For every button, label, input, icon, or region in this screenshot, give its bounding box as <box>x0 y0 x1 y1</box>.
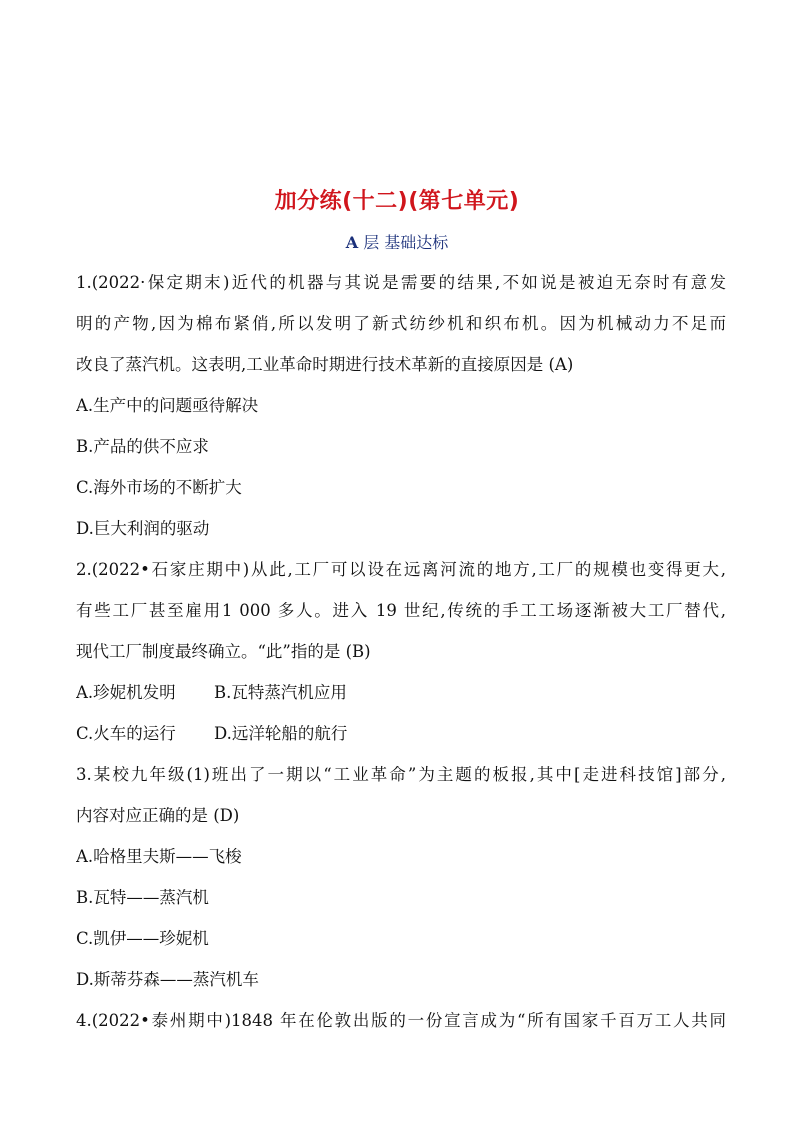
q2-options-row-2 <box>76 713 726 754</box>
q1-option-c: C.海外市场的不断扩大 <box>76 478 242 497</box>
q4-line-1: 4.(2022•泰州期中)1848 年在伦敦出版的一份宣言成为“所有国家千百万工人共同 <box>76 1011 726 1030</box>
q1-option-d: D.巨大利润的驱动 <box>76 519 210 538</box>
question-list <box>76 262 726 1041</box>
q3-option-b: B.瓦特——蒸汽机 <box>76 888 209 907</box>
q2-line-3: 现代工厂制度最终确立。“此”指的是 (B) <box>76 642 371 661</box>
q1-line-3: 改良了蒸汽机。这表明,工业革命时期进行技术革新的直接原因是 (A) <box>76 355 574 374</box>
q2-options-row-1 <box>76 672 726 713</box>
q3-line-2: 内容对应正确的是 (D) <box>76 806 240 825</box>
q3-option-c: C.凯伊——珍妮机 <box>76 929 209 948</box>
level-text: 层 基础达标 <box>363 233 449 252</box>
level-label: A <box>345 233 359 252</box>
q1-option-a: A.生产中的问题亟待解决 <box>76 396 259 415</box>
q2-option-c: C.火车的运行 <box>76 724 176 743</box>
q3-line-1: 3.某校九年级(1)班出了一期以“工业革命”为主题的板报,其中[走进科技馆]部分, <box>76 765 726 784</box>
q2-option-b: B.瓦特蒸汽机应用 <box>214 683 347 702</box>
q3-option-a: A.哈格里夫斯——飞梭 <box>76 847 242 866</box>
q2-line-2: 有些工厂甚至雇用1 000 多人。进入 19 世纪,传统的手工工场逐渐被大工厂替代, <box>76 601 726 620</box>
q1-line-1: 1.(2022·保定期末)近代的机器与其说是需要的结果,不如说是被迫无奈时有意发 <box>76 273 726 292</box>
q2-option-a: A.珍妮机发明 <box>76 683 176 702</box>
section-subtitle <box>0 230 794 253</box>
q2-line-1: 2.(2022•石家庄期中)从此,工厂可以设在远离河流的地方,工厂的规模也变得更大, <box>76 560 726 579</box>
q2-option-d: D.远洋轮船的航行 <box>214 724 348 743</box>
q3-option-d: D.斯蒂芬森——蒸汽机车 <box>76 970 259 989</box>
q1-option-b: B.产品的供不应求 <box>76 437 209 456</box>
page-title: 加分练(十二)(第七单元) <box>274 189 520 214</box>
q1-line-2: 明的产物,因为棉布紧俏,所以发明了新式纺纱机和织布机。因为机械动力不足而 <box>76 314 726 333</box>
